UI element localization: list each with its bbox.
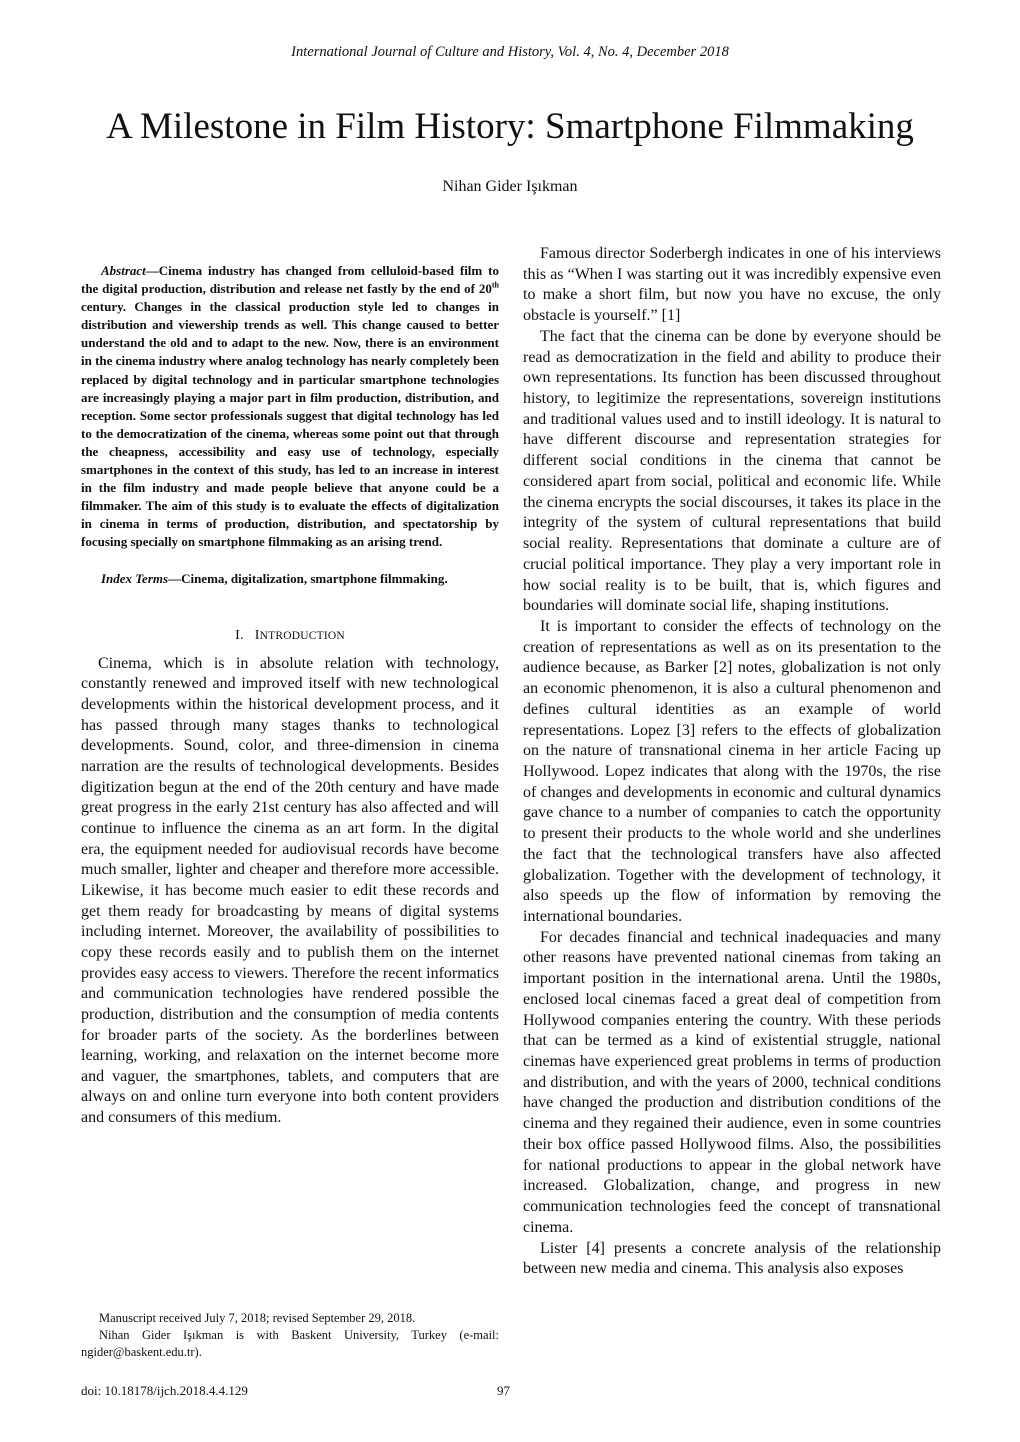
abstract xyxy=(81,262,499,552)
right-column xyxy=(523,244,941,1280)
paper-title: A Milestone in Film History: Smartphone Filmmaking xyxy=(106,106,914,147)
section-heading-introduction xyxy=(81,628,499,644)
right-paragraph: Famous director Soderbergh indicates in one of his interviews this as “When I was starting out it was incredibly expensive even to make a short film, but now you have no excuse, the only obstacle is yourself.” [1] xyxy=(523,245,941,325)
right-paragraph: It is important to consider the effects of technology on the creation of representations as well as on its presentation to the audience because, as Barker [2] notes, globalization is not only an economic phenomenon, it is also a cultural phenomenon and defines cultural identities as an example of world representations. Lopez [3] refers to the effects of globalization on the nature of transnational cinema in her article Facing up Hollywood. Lopez indicates that along with the 1970s, the rise of changes and developments in economic and cultural dynamics gave chance to a number of companies to catch the opportunity to present their products to the whole world and she underlines the fact that the technological transfers have also affected globalization. Together with the development of technology, it also speeds up the flow of information by removing the international boundaries. xyxy=(523,617,941,925)
left-paragraph: Cinema, which is in absolute relation with technology, constantly renewed and improved itself with new technological developments within the historical development process, and it has passed through many stages thanks to technological developments. Sound, color, and three-dimension in cinema narration are the results of technological developments. Besides digitization begun at the end of the 20th century and have made great progress in the early 21st century has also affected and will continue to influence the cinema as an art form. In the digital era, the equipment needed for audiovisual records have become much smaller, lighter and cheaper and therefore more accessible. Likewise, it has become much easier to edit these records and get them ready for broadcasting by means of digital systems including internet. Moreover, the availability of possibilities to copy these records easily and to publish them on the internet provides easy access to viewers. Therefore the recent informatics and communication technologies have rendered possible the production, distribution and the consumption of media contents for broader parts of the society. As the borderlines between learning, working, and relaxation on the internet become more and vaguer, the smartphones, tablets, and computers that are always on and online turn everyone into both content providers and consumers of this medium. xyxy=(81,654,499,1127)
abstract-dash: — xyxy=(145,263,159,278)
author-name: Nihan Gider Işıkman xyxy=(442,178,578,195)
index-terms-dash: — xyxy=(168,570,182,586)
footnote-manuscript: Manuscript received July 7, 2018; revised September 29, 2018. xyxy=(99,1311,416,1325)
abstract-sup: th xyxy=(491,280,499,290)
right-paragraph: Lister [4] presents a concrete analysis of the relationship between new media and cinema. This analysis also exposes xyxy=(523,1239,941,1278)
right-paragraph: The fact that the cinema can be done by everyone should be read as democratization in the field and ability to produce their own representations. Its function has been discussed throughout history, to legitimize the representations, sovereign institutions and traditional values used and to instill ideology. It is natural to have different discourse and representation strategies for different social conditions in the cinema that cannot be considered apart from social, political and economic life. While the cinema encrypts the social discourses, it takes its place in the integrity of the system of cultural representations that build social reality. Representations that dominate a culture are of crucial political importance. They play a very important role in how social reality is to be built, that is, which figures and boundaries will dominate social life, shaping institutions. xyxy=(523,327,941,615)
left-column xyxy=(81,262,499,1129)
abstract-text-1: Cinema industry has changed from celluloid-based film to the digital production, distribution and release net fastly by the end of 20 xyxy=(81,263,499,297)
index-terms-label: Index Terms xyxy=(101,570,169,586)
section-numeral: I. xyxy=(235,627,244,643)
right-paragraph: For decades financial and technical inadequacies and many other reasons have prevented national cinemas from taking an important position in the international arena. Until the 1980s, enclosed local cinemas faced a great deal of competition from Hollywood companies entering the country. With these periods that can be termed as a kind of existential struggle, national cinemas have experienced great problems in terms of production and distribution, and with the years of 2000, technical conditions have changed the production and distribution conditions of the cinema and they regained their audience, even in some countries their box office passed Hollywood films. Also, the possibilities for national productions to appear in the global network have increased. Globalization, change, and progress in new communication technologies feed the concept of transnational cinema. xyxy=(523,928,941,1236)
index-terms-text: Cinema, digitalization, smartphone filmmaking. xyxy=(181,570,448,586)
abstract-label: Abstract xyxy=(101,263,146,278)
page-number: 97 xyxy=(497,1383,510,1398)
index-terms xyxy=(81,570,499,588)
section-title-rest: NTRODUCTION xyxy=(259,629,345,642)
section-first-letter: I xyxy=(254,627,260,643)
footnotes xyxy=(81,1310,499,1361)
abstract-text-2: century. Changes in the classical production style led to changes in distribution and viewership trends as well. This change caused to better understand the old and to adapt to the new. Now, there is an environment in the cinema industry where analog technology has nearly completely been replaced by digital technology and in particular smartphone technologies are increasingly playing a major part in film production, distribution, and reception. Some sector professionals suggest that digital technology has led to the democratization of the cinema, whereas some point out that through the cheapness, accessibility and easy use of technology, especially smartphones in the context of this study, has led to an increase in interest in the film industry and made people believe that anyone could be a filmmaker. The aim of this study is to evaluate the effects of digitalization in cinema in terms of production, distribution, and spectatorship by focusing specially on smartphone filmmaking as an arising trend. xyxy=(81,299,499,550)
footnote-affiliation: Nihan Gider Işıkman is with Baskent University, Turkey (e-mail: ngider@baskent.edu.tr). xyxy=(81,1328,499,1359)
doi: doi: 10.18178/ijch.2018.4.4.129 xyxy=(81,1383,248,1398)
journal-header: International Journal of Culture and History, Vol. 4, No. 4, December 2018 xyxy=(291,44,729,60)
